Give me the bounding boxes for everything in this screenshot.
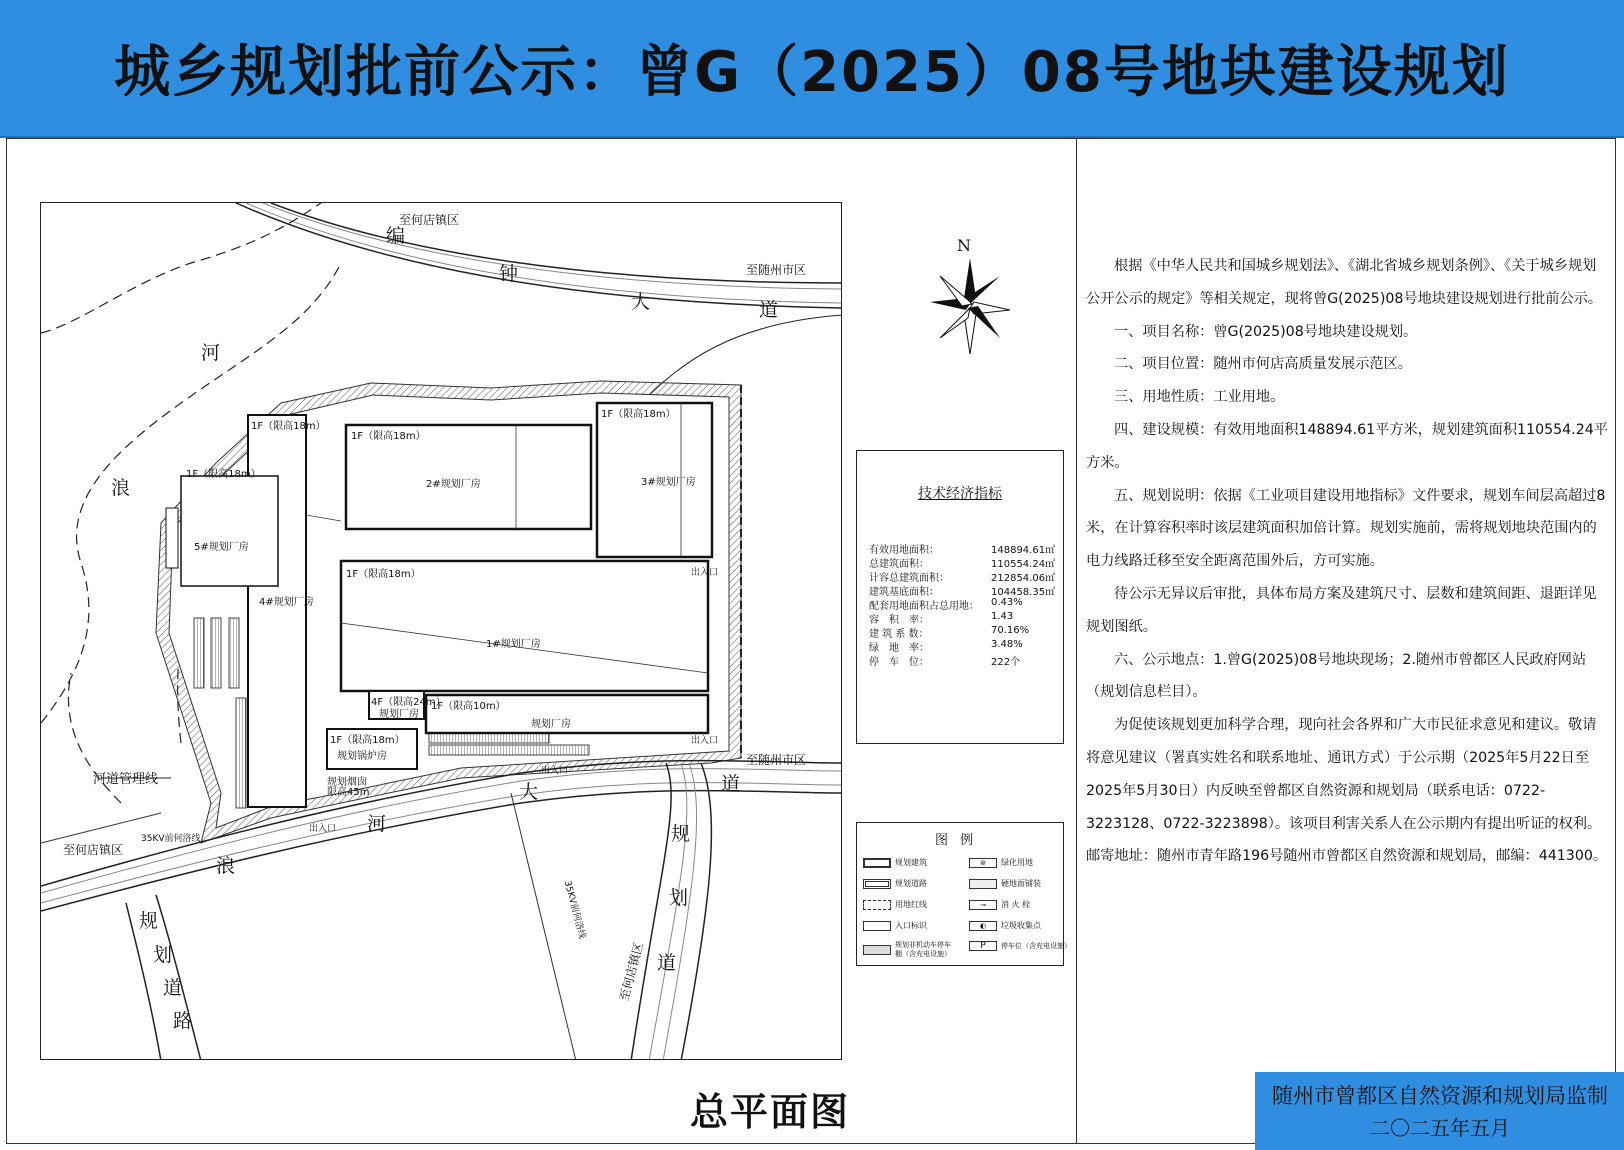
label-bianzhong-4: 道 — [759, 299, 779, 321]
building-10m-height: 1F（限高10m） — [431, 701, 506, 712]
river-boundary-dashed — [41, 203, 321, 333]
label-plan-road-right-3: 道 — [657, 952, 677, 974]
notice-paragraph: 五、规划说明：依据《工业项目建设用地指标》文件要求，规划车间层高超过8米，在计算容积率时该层建筑面积加倍计算。规划实施前，需将规划地块范围内的电力线路迁移至安全距离范围外后，方可实施。 — [1086, 487, 1606, 570]
page-title: 城乡规划批前公示：曾G（2025）08号地块建设规划 — [114, 40, 1510, 105]
notice-paragraph: 一、项目名称：曾G(2025)08号地块建设规划。 — [1114, 323, 1418, 340]
notice-paragraph: 三、用地性质：工业用地。 — [1114, 389, 1285, 406]
tech-row-value: 1.43 — [991, 611, 1014, 622]
hard-paving-icon — [969, 879, 997, 889]
tech-row-label: 容 积 率： — [869, 615, 929, 626]
legend-title: 图例 — [934, 833, 985, 848]
tech-row-value: 212854.06㎡ — [991, 573, 1056, 584]
legend-box — [856, 822, 1071, 966]
tech-row-value: 148894.61㎡ — [991, 545, 1056, 556]
label-to-hedian-left: 至何店镇区 — [63, 843, 124, 857]
label-entrance-2: 出入口 — [691, 736, 719, 746]
notice-paragraph: 四、建设规模：有效用地面积148894.61平方米，规划建筑面积110554.24平方米。 — [1086, 421, 1608, 471]
legend-item-parking — [969, 941, 1071, 951]
label-entrance-3: 出入口 — [541, 766, 569, 776]
footer-stamp — [1255, 1072, 1624, 1150]
building-1-height: 1F（限高18m） — [346, 569, 421, 580]
building-2-name: 2#规划厂房 — [426, 479, 481, 490]
legend-label: 停车位（含充电设施） — [1001, 942, 1071, 950]
bike-shed-icon — [863, 945, 891, 955]
legend-label: 规划道路 — [895, 879, 927, 888]
legend-item-hydrant — [969, 899, 1030, 910]
label-entrance-1: 出入口 — [691, 568, 719, 578]
site-plan-drawing — [41, 203, 842, 1060]
fire-hydrant-icon: ⊸ — [969, 900, 997, 910]
label-lang-river-1: 浪 — [216, 855, 236, 877]
label-bianzhong-3: 大 — [631, 291, 651, 313]
parking-bottom — [429, 733, 549, 743]
tech-row-label: 有效用地面积： — [869, 545, 939, 556]
parking-left-3 — [229, 618, 239, 688]
legend-label: 绿化用地 — [1001, 858, 1033, 867]
road-bianzhong-upper — [236, 203, 842, 308]
notice-paragraph: 二、项目位置：随州市何店高质量发展示范区。 — [1114, 356, 1412, 373]
footer-org: 随州市曾都区自然资源和规划局监制 — [1272, 1084, 1608, 1108]
legend-item-entrance — [863, 920, 927, 931]
tech-row-value: 110554.24㎡ — [991, 559, 1056, 570]
legend-label: 硬地面铺装 — [1001, 879, 1041, 888]
north-label: N — [957, 236, 971, 255]
tech-row-label: 绿 地 率： — [869, 643, 929, 654]
garbage-point-icon: ◐ — [969, 921, 997, 931]
notice-paragraph: 待公示无异议后审批，具体布局方案及建筑尺寸、层数和建筑间距、退距详见规划图纸。 — [1086, 585, 1597, 635]
road-langhe-lower — [41, 791, 842, 912]
building-4-name: 4#规划厂房 — [259, 597, 314, 608]
chimney-height: 限高45m — [327, 787, 370, 798]
tech-row-label: 建筑基底面积： — [869, 587, 939, 598]
label-plan-road-right-1: 规 — [671, 823, 691, 845]
notice-text-panel — [1086, 250, 1610, 873]
legend-label: 用地红线 — [895, 900, 927, 909]
label-35kv-left: 35KV前何洛线 — [141, 834, 201, 844]
tech-row-label: 配套用地面积占总用地： — [869, 601, 979, 612]
tech-row-label: 计容总建筑面积： — [869, 573, 949, 584]
boiler-house-height: 1F（限高18m） — [330, 735, 405, 746]
legend-item-bike-shed — [863, 941, 957, 959]
chimney-name: 规划烟囱 — [327, 777, 367, 788]
label-plan-road-right-2: 划 — [669, 887, 689, 909]
legend-item-building — [863, 857, 927, 868]
building-4f-name: 规划厂房 — [379, 709, 419, 720]
label-bianzhong-2: 钟 — [499, 263, 519, 285]
building-4-height: 1F（限高18m） — [251, 421, 326, 432]
road-bianzhong-edge1 — [246, 203, 842, 303]
legend-label: 规划建筑 — [895, 858, 927, 867]
label-river-mgmt-line: 河道管理线 — [93, 772, 159, 787]
tech-indicators-title: 技术经济指标 — [918, 486, 1002, 502]
tech-row-value: 3.48% — [991, 639, 1023, 650]
building-1-outline — [341, 561, 708, 691]
site-plan-title: 总平面图 — [690, 1090, 851, 1134]
building-5-height: 1F（限高18m） — [186, 469, 261, 480]
building-1-name: 1#规划厂房 — [486, 639, 541, 650]
legend-label: 消 火 栓 — [1001, 900, 1031, 909]
tech-row-value: 70.16% — [991, 625, 1030, 636]
label-dadao-1: 大 — [519, 781, 539, 803]
notice-paragraph: 为促使该规划更加科学合理，现向社会各界和广大市民征求意见和建议。敬请将意见建议（署真实姓名和联系地址、通讯方式）于公示期（2025年5月22日至2025年5月30日）内反映至曾都区自然资源和规划局（联系电话：0722-3223128、0722-3223898）。该项目利害关系人在公示期内有提出听证的权利。邮寄地址：随州市青年路196号随州市曾都区自然资源和规划局，邮编：441300。 — [1086, 717, 1608, 865]
panel-divider — [1076, 138, 1077, 1144]
label-plan-road-left-3: 道 — [163, 977, 183, 999]
parking-left-2 — [211, 618, 221, 688]
building-2-height: 1F（限高18m） — [351, 431, 426, 442]
building-5-name: 5#规划厂房 — [194, 542, 249, 553]
building-10m-name: 规划厂房 — [531, 719, 571, 730]
north-arrow-icon — [930, 258, 1010, 354]
planned-building-icon — [863, 858, 891, 868]
legend-item-garbage — [969, 920, 1041, 931]
label-bianzhong-1: 编 — [386, 225, 406, 247]
legend-item-green — [969, 857, 1033, 868]
tech-row-value: 0.43% — [991, 597, 1023, 608]
tech-indicators-box — [856, 450, 1064, 744]
header-banner — [0, 0, 1624, 138]
tech-row-label: 停 车 位： — [869, 657, 929, 668]
legend-label: 垃圾收集点 — [1001, 921, 1041, 930]
label-plan-road-left-4: 路 — [173, 1010, 193, 1032]
label-plan-road-left-1: 规 — [139, 910, 159, 932]
parking-left-4 — [236, 698, 246, 808]
legend-label: 规划非机动车停车棚（含充电设施） — [895, 941, 951, 958]
entrance-marker-icon — [863, 921, 891, 931]
building-4f-height: 4F（限高24m） — [371, 697, 446, 708]
label-to-hedian-top: 至何店镇区 — [399, 213, 460, 227]
label-35kv-mid: 35KV前何洛线 — [561, 879, 587, 940]
notice-paragraph: 根据《中华人民共和国城乡规划法》、《湖北省城乡规划条例》、《关于城乡规划公开公示的规定》等相关规定，现将曾G(2025)08号地块建设规划进行批前公示。 — [1086, 258, 1603, 307]
legend-item-redline — [863, 899, 927, 910]
building-3-height: 1F（限高18m） — [601, 409, 676, 420]
label-entrance-4: 出入口 — [309, 824, 337, 834]
label-to-suizhou-right: 至随州市区 — [746, 753, 807, 767]
green-land-icon: ⊛ — [969, 858, 997, 868]
building-3-name: 3#规划厂房 — [641, 477, 696, 488]
label-river-2: 浪 — [111, 477, 131, 499]
label-dadao-2: 道 — [721, 773, 741, 795]
site-plan-map[interactable] — [40, 202, 842, 1060]
building-5-outline — [181, 476, 278, 586]
footer-date: 二〇二五年五月 — [1370, 1116, 1510, 1140]
label-lang-river-2: 河 — [367, 813, 387, 835]
power-line-35kv — [511, 793, 576, 1060]
parking-icon: P — [969, 941, 997, 951]
planned-road-icon — [863, 879, 891, 889]
tech-row-value: 222个 — [991, 657, 1021, 668]
label-to-hedian-bottom: 至何店镇区 — [616, 940, 647, 1003]
tech-row-label: 总建筑面积： — [869, 559, 929, 570]
label-to-suizhou-top: 至随州市区 — [746, 263, 807, 277]
notice-paragraph: 六、公示地点：1.曾G(2025)08号地块现场；2.随州市曾都区人民政府网站（规划信息栏目）。 — [1086, 651, 1587, 701]
legend-item-road — [863, 878, 927, 889]
boiler-house-name: 规划锅炉房 — [337, 751, 387, 762]
tech-row-value: 104458.35㎡ — [991, 587, 1056, 598]
road-plan-right-a — [631, 763, 671, 1060]
red-line-icon — [863, 900, 891, 910]
parking-left-1 — [194, 618, 204, 688]
tech-row-label: 建 筑 系 数： — [869, 629, 929, 640]
label-river-1: 河 — [201, 342, 221, 364]
legend-label: 入口标识 — [895, 921, 927, 930]
label-plan-road-left-2: 划 — [153, 944, 173, 966]
legend-item-paving — [969, 878, 1041, 889]
